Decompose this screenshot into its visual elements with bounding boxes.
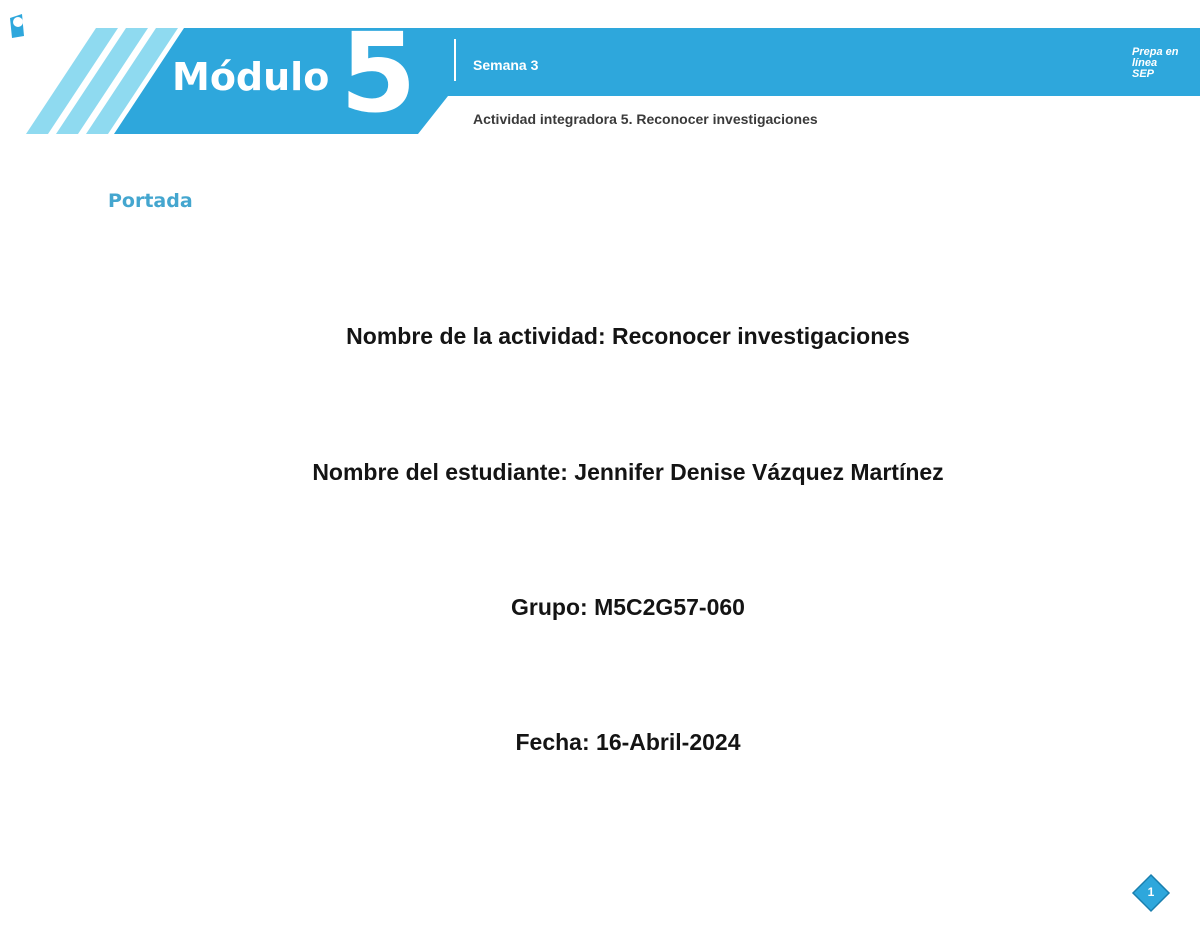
logo-text: Prepa en línea SEP bbox=[1132, 46, 1179, 80]
section-title: Portada bbox=[108, 190, 193, 212]
module-number: 5 bbox=[340, 9, 417, 137]
page-header bbox=[0, 0, 1200, 140]
page-number: 1 bbox=[1147, 885, 1155, 899]
week-label: Semana 3 bbox=[473, 57, 539, 73]
module-label: Módulo bbox=[172, 55, 330, 99]
student-name: Nombre del estudiante: Jennifer Denise Vázquez Martínez bbox=[312, 459, 944, 485]
header-divider bbox=[454, 39, 456, 81]
prepa-en-linea-logo-icon bbox=[0, 0, 70, 46]
group-code: Grupo: M5C2G57-060 bbox=[511, 594, 745, 620]
activity-name: Nombre de la actividad: Reconocer investigaciones bbox=[346, 323, 910, 349]
activity-title: Actividad integradora 5. Reconocer investigaciones bbox=[473, 111, 818, 127]
submission-date: Fecha: 16-Abril-2024 bbox=[515, 729, 741, 755]
